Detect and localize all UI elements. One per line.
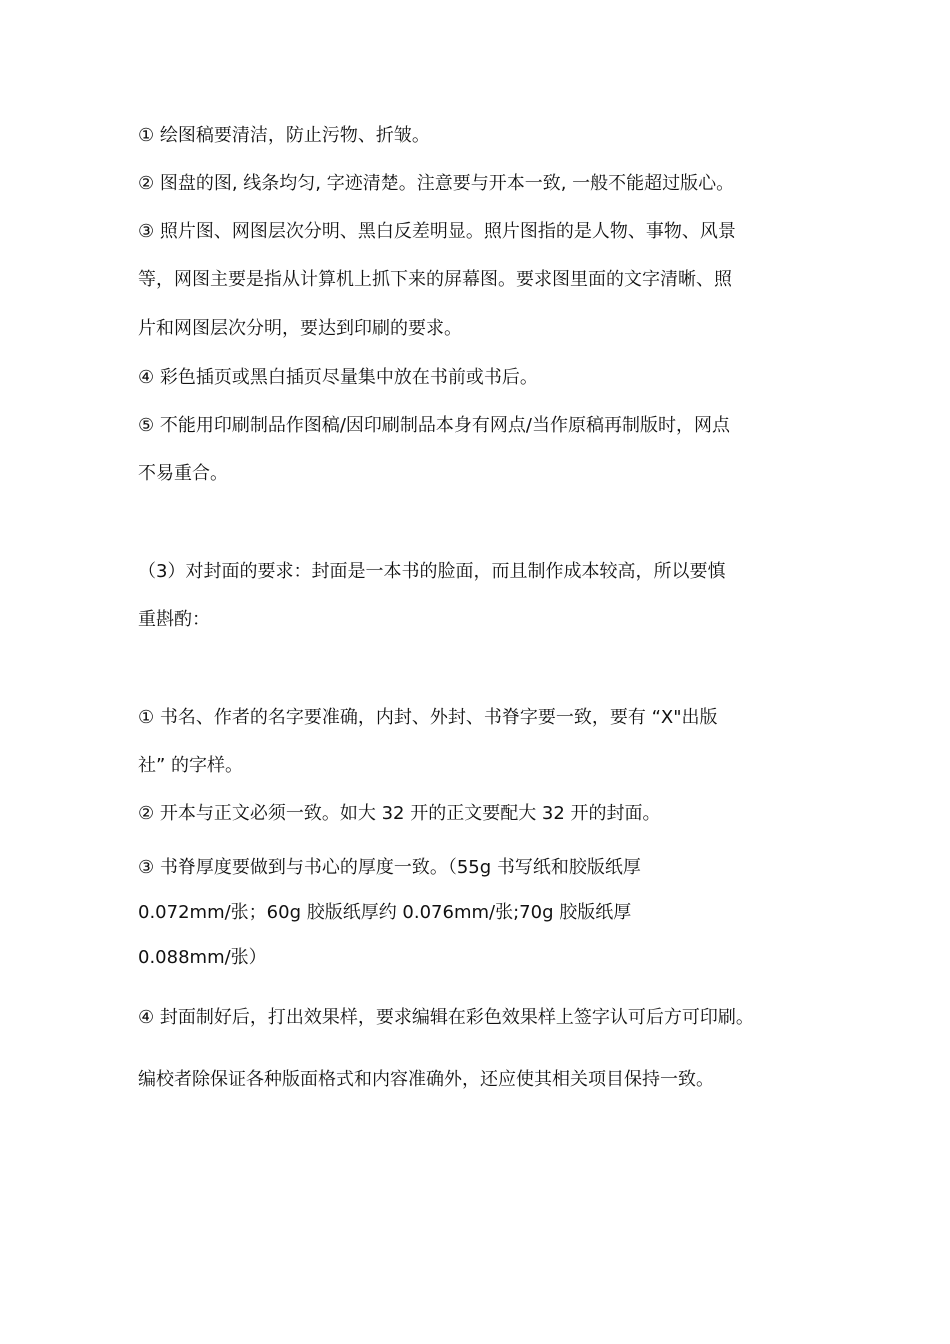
text-line: ① 书名、作者的名字要准确，内封、外封、书脊字要一致，要有 “X"出版 — [138, 707, 718, 728]
text-line: 片和网图层次分明，要达到印刷的要求。 — [138, 318, 462, 339]
text-line: ⑤ 不能用印刷制品作图稿/因印刷制品本身有网点/当作原稿再制版时，网点 — [138, 415, 730, 436]
text-line: ① 绘图稿要清洁，防止污物、折皱。 — [138, 125, 430, 146]
text-line: 不易重合。 — [138, 463, 228, 484]
section-heading: （3）对封面的要求：封面是一本书的脸面，而且制作成本较高，所以要慎 — [138, 561, 726, 582]
text-line: 社” 的字样。 — [138, 755, 244, 776]
text-line: 编校者除保证各种版面格式和内容准确外，还应使其相关项目保持一致。 — [138, 1069, 714, 1090]
text-line: ② 开本与正文必须一致。如大 32 开的正文要配大 32 开的封面。 — [138, 803, 661, 824]
text-line: 0.088mm/张） — [138, 947, 267, 968]
text-line: 重斟酌： — [138, 609, 210, 630]
text-line: ④ 封面制好后，打出效果样，要求编辑在彩色效果样上签字认可后方可印刷。 — [138, 1007, 754, 1028]
text-line: 0.072mm/张；60g 胶版纸厚约 0.076mm/张;70g 胶版纸厚 — [138, 902, 632, 923]
text-line: ② 图盘的图, 线条均匀, 字迹清楚。注意要与开本一致, 一般不能超过版心。 — [138, 173, 735, 194]
text-line: ③ 照片图、网图层次分明、黑白反差明显。照片图指的是人物、事物、风景 — [138, 221, 736, 242]
text-line: ④ 彩色插页或黑白插页尽量集中放在书前或书后。 — [138, 367, 538, 388]
text-line: 等，网图主要是指从计算机上抓下来的屏幕图。要求图里面的文字清晰、照 — [138, 269, 732, 290]
text-line: ③ 书脊厚度要做到与书心的厚度一致。（55g 书写纸和胶版纸厚 — [138, 857, 641, 878]
